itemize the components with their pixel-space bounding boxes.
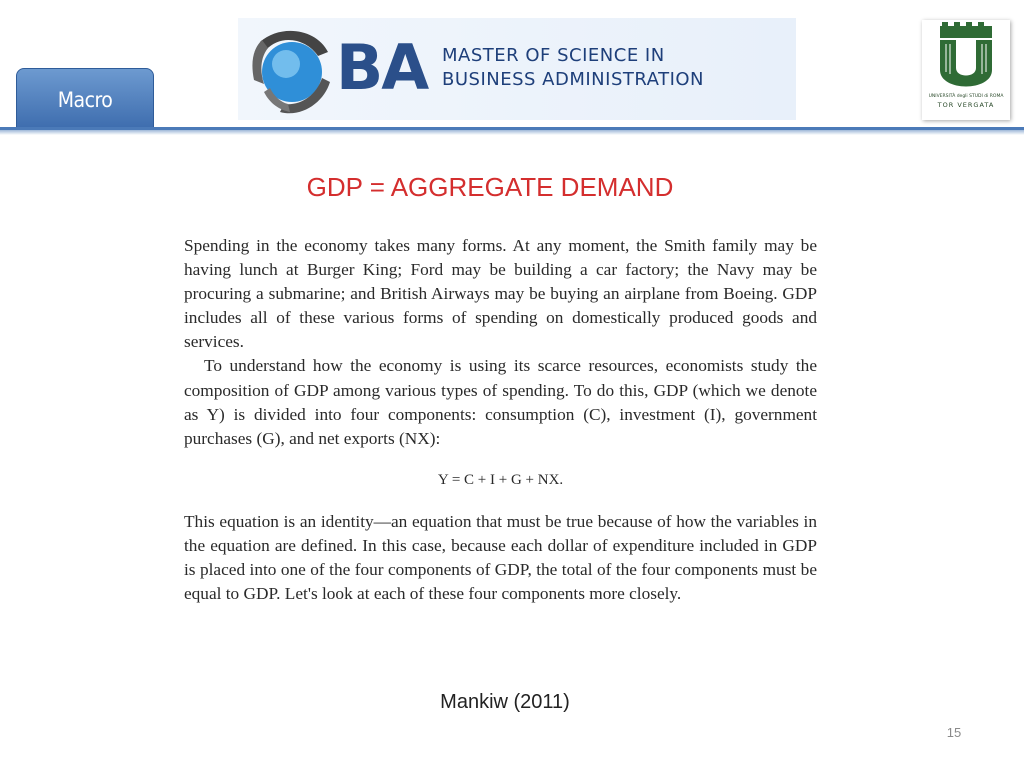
sphere-logo-icon [240,22,336,118]
excerpt-paragraph-2: To understand how the economy is using its scarce resources, economists study the composition of GDP among various types of spending. To do this, GDP (which we denote as Y) is divided into four components: consumption (C), investment (I), government purchases (G), and net exports (NX): [184,356,817,448]
header-divider-shadow [0,130,1024,135]
textbook-excerpt [184,234,817,606]
university-logo [922,20,1010,120]
section-tab [16,68,154,128]
excerpt-paragraph-1: Spending in the economy takes many forms. At any moment, the Smith family may be having lunch at Burger King; Ford may be building a car factory; the Navy may be procuring a submarine; and British Airways may be buying an airplane from Boeing. GDP includes all of these various forms of spending on domestically produced goods and services. [184,236,817,352]
university-subtitle: UNIVERSITÀ degli STUDI di ROMA [928,94,1004,99]
university-name: TOR VERGATA [937,101,995,109]
logo-mark-text: BA [336,31,428,104]
slide-title: GDP = AGGREGATE DEMAND [306,172,674,202]
source-citation: Mankiw (2011) [440,691,570,713]
university-crest-icon [922,20,1010,94]
page-number: 15 [946,725,962,740]
mba-logo-banner [238,18,796,120]
logo-line-2: BUSINESS ADMINISTRATION [442,69,705,90]
gdp-equation: Y = C + I + G + NX. [437,471,564,488]
excerpt-paragraph-3: This equation is an identity—an equation that must be true because of how the variables in the equation are defined. In this case, because each dollar of expenditure included in GDP is placed into one of the four components of GDP, the total of the four components must be equal to GDP. Let's look at each of these four components more closely. [184,511,817,604]
section-tab-label: Macro [57,88,113,112]
logo-line-1: MASTER OF SCIENCE IN [442,45,665,66]
